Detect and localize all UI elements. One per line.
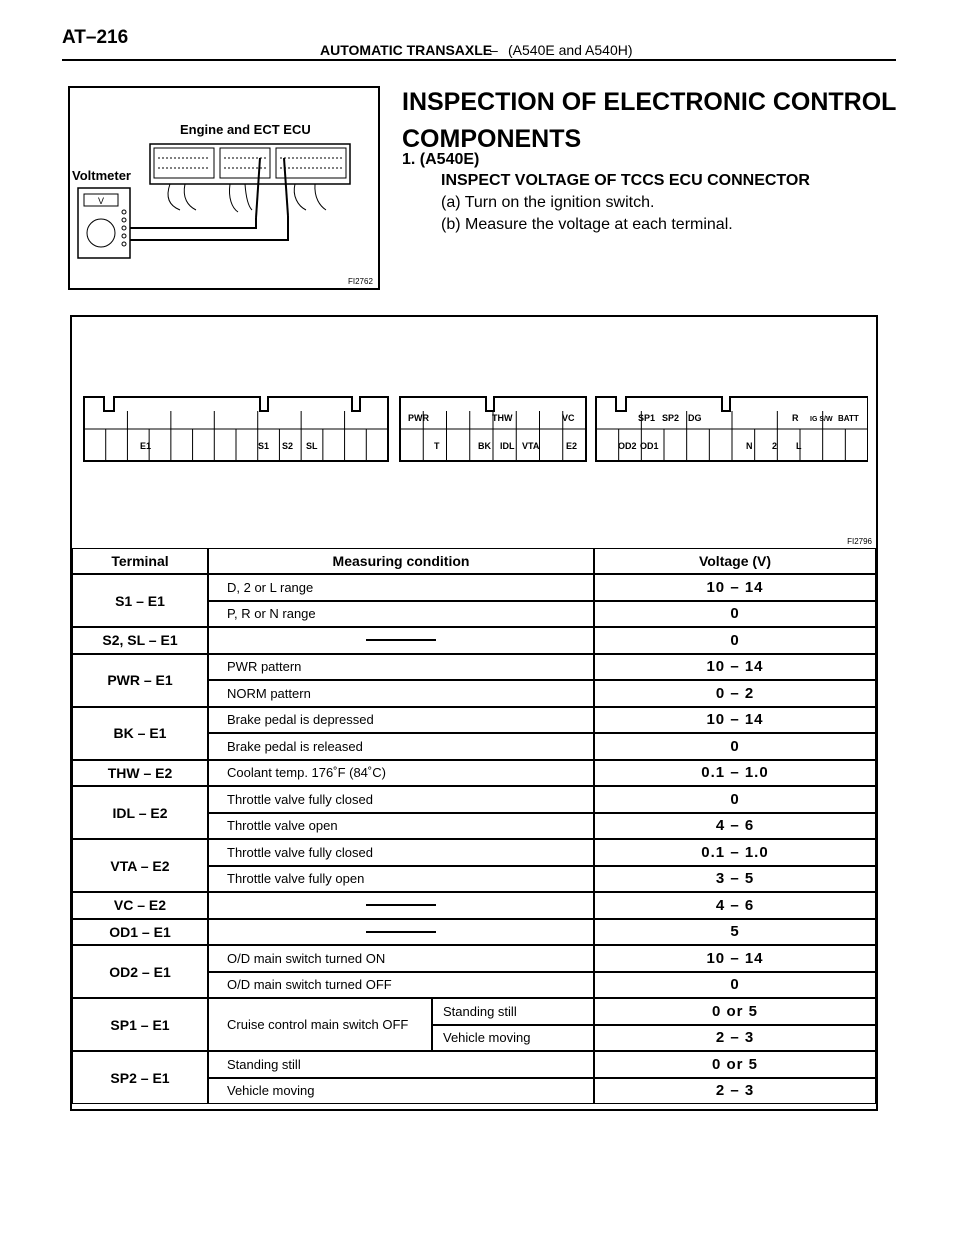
voltmeter-label: Voltmeter <box>72 168 131 183</box>
step-number: 1. (A540E) <box>402 151 480 168</box>
table-row-terminal: VC – E2 <box>72 892 208 919</box>
no-condition-dash <box>366 904 436 906</box>
table-row-voltage: 0 <box>594 733 876 760</box>
ecu-connector-diagram <box>82 389 868 473</box>
pin-label-od1: OD1 <box>640 441 659 451</box>
pin-label-e1: E1 <box>140 441 152 451</box>
section-models: (A540E and A540H) <box>508 42 633 58</box>
pin-label-s2: S2 <box>282 441 294 451</box>
pin-label-sp2: SP2 <box>662 413 680 423</box>
pin-label-n: N <box>746 441 753 451</box>
table-row-terminal: VTA – E2 <box>72 839 208 892</box>
header-separator: – <box>490 42 498 58</box>
header-rule <box>62 59 896 61</box>
table-row-condition: Brake pedal is depressed <box>208 707 594 734</box>
table-row-condition: Standing still <box>432 998 594 1025</box>
pin-label-pwr: PWR <box>408 413 429 423</box>
table-row-voltage: 4 – 6 <box>594 892 876 919</box>
table-row-condition: PWR pattern <box>208 654 594 681</box>
table-row-voltage: 10 – 14 <box>594 654 876 681</box>
table-row-condition: Brake pedal is released <box>208 733 594 760</box>
table-row-voltage: 2 – 3 <box>594 1078 876 1105</box>
table-row-condition: Standing still <box>208 1051 594 1078</box>
table-row-voltage: 2 – 3 <box>594 1025 876 1052</box>
table-row-terminal: PWR – E1 <box>72 654 208 707</box>
pin-label-sp1: SP1 <box>638 413 656 423</box>
table-row-terminal: OD2 – E1 <box>72 945 208 998</box>
pin-label-dg: DG <box>688 413 702 423</box>
ecu-label: Engine and ECT ECU <box>180 122 311 137</box>
step-heading: INSPECT VOLTAGE OF TCCS ECU CONNECTOR <box>441 172 810 189</box>
pin-label-idl: IDL <box>500 441 515 451</box>
section-title: AUTOMATIC TRANSAXLE <box>320 42 493 58</box>
step-a: (a) Turn on the ignition switch. <box>441 194 655 211</box>
table-row-voltage: 3 – 5 <box>594 866 876 893</box>
table-row-condition: Throttle valve fully closed <box>208 786 594 813</box>
ecu-voltmeter-figure <box>68 86 380 290</box>
pin-label-vc: VC <box>562 413 575 423</box>
table-row-terminal: THW – E2 <box>72 760 208 787</box>
pin-label-s1: S1 <box>258 441 270 451</box>
table-row-terminal: S2, SL – E1 <box>72 627 208 654</box>
no-condition-dash <box>366 639 436 641</box>
table-row-condition: D, 2 or L range <box>208 574 594 601</box>
header-condition: Measuring condition <box>208 548 594 574</box>
step-b: (b) Measure the voltage at each terminal. <box>441 216 733 233</box>
table-row-voltage: 0 or 5 <box>594 998 876 1025</box>
table-row-voltage: 0 <box>594 786 876 813</box>
pin-label-r: R <box>792 413 799 423</box>
table-row-group: Cruise control main switch OFF <box>208 998 432 1051</box>
table-row-condition: Vehicle moving <box>432 1025 594 1052</box>
pin-label-bk: BK <box>478 441 491 451</box>
ecu-voltmeter-illustration <box>70 88 378 288</box>
pin-label-od2: OD2 <box>618 441 637 451</box>
table-row-voltage: 0 or 5 <box>594 1051 876 1078</box>
pin-label-batt: BATT <box>838 414 859 423</box>
no-condition-dash <box>366 931 436 933</box>
table-row-condition-none <box>208 627 594 654</box>
connector-and-voltage-table <box>70 315 878 1111</box>
table-row-condition: O/D main switch turned ON <box>208 945 594 972</box>
pin-label-2: 2 <box>772 441 778 451</box>
table-row-condition: P, R or N range <box>208 601 594 628</box>
table-row-terminal: SP1 – E1 <box>72 998 208 1051</box>
table-row-condition-none <box>208 919 594 946</box>
pin-label-l: L <box>796 441 802 451</box>
table-row-condition-none <box>208 892 594 919</box>
main-title: INSPECTION OF ELECTRONIC CONTROL COMPONENTS <box>402 88 896 153</box>
connector-figure-code: FI2796 <box>847 537 872 546</box>
table-row-terminal: S1 – E1 <box>72 574 208 627</box>
pin-label-e2: E2 <box>566 441 578 451</box>
header-voltage: Voltage (V) <box>594 548 876 574</box>
table-row-voltage: 10 – 14 <box>594 574 876 601</box>
table-row-voltage: 10 – 14 <box>594 707 876 734</box>
voltage-table <box>72 548 876 1109</box>
page-number: AT–216 <box>62 27 129 48</box>
header-terminal: Terminal <box>72 548 208 574</box>
table-row-voltage: 0 <box>594 972 876 999</box>
table-row-condition: NORM pattern <box>208 680 594 707</box>
pin-label-vta: VTA <box>522 441 540 451</box>
table-row-condition: Throttle valve open <box>208 813 594 840</box>
table-row-voltage: 4 – 6 <box>594 813 876 840</box>
pin-label-ig-sw: IG S/W <box>810 416 833 423</box>
table-row-voltage: 0.1 – 1.0 <box>594 760 876 787</box>
table-row-voltage: 0 – 2 <box>594 680 876 707</box>
table-row-voltage: 0 <box>594 627 876 654</box>
table-row-condition: O/D main switch turned OFF <box>208 972 594 999</box>
table-row-voltage: 0 <box>594 601 876 628</box>
table-row-terminal: BK – E1 <box>72 707 208 760</box>
table-row-voltage: 5 <box>594 919 876 946</box>
meter-glyph: V <box>97 196 105 206</box>
pin-label-t: T <box>434 441 440 451</box>
pin-label-thw: THW <box>492 413 513 423</box>
table-row-terminal: IDL – E2 <box>72 786 208 839</box>
pin-label-sl: SL <box>306 441 318 451</box>
table-row-voltage: 10 – 14 <box>594 945 876 972</box>
table-row-terminal: SP2 – E1 <box>72 1051 208 1104</box>
table-row-condition: Coolant temp. 176˚F (84˚C) <box>208 760 594 787</box>
table-row-voltage: 0.1 – 1.0 <box>594 839 876 866</box>
table-row-condition: Throttle valve fully closed <box>208 839 594 866</box>
table-row-terminal: OD1 – E1 <box>72 919 208 946</box>
table-row-condition: Vehicle moving <box>208 1078 594 1105</box>
table-row-condition: Throttle valve fully open <box>208 866 594 893</box>
figure-code: FI2762 <box>348 277 373 286</box>
